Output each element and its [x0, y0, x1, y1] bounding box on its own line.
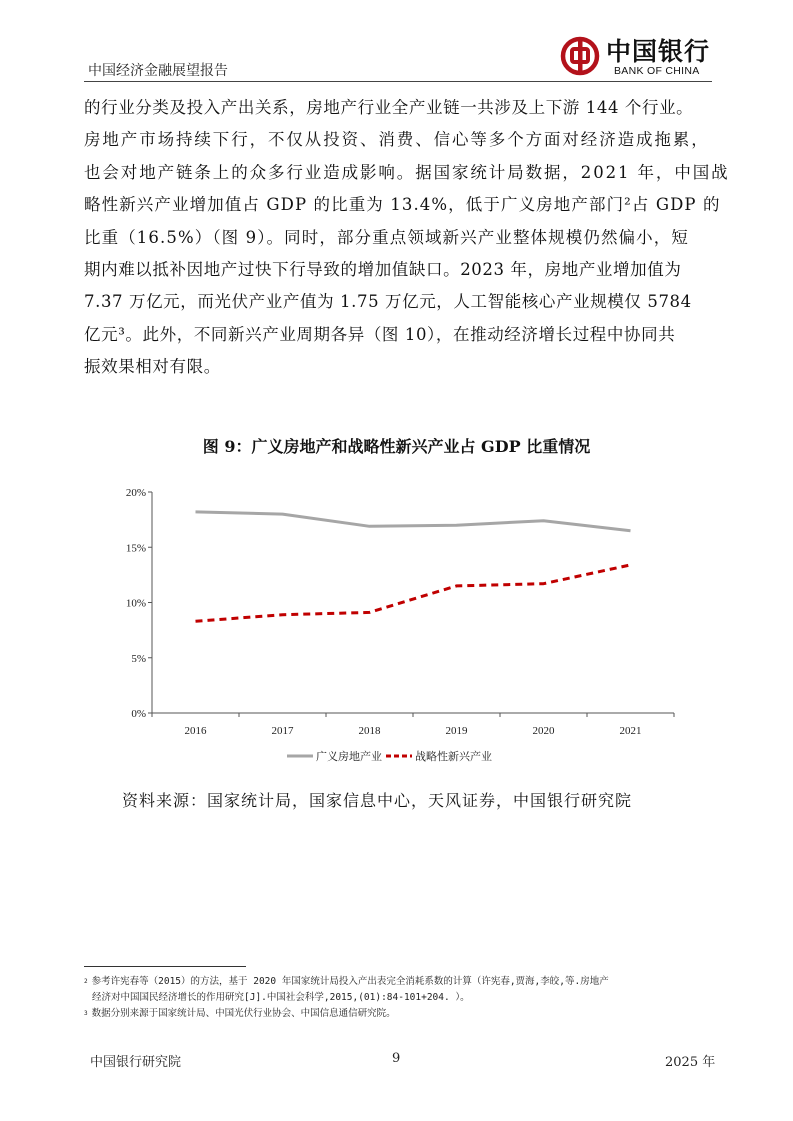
footnote-mark: 3 [84, 1010, 88, 1017]
body-line: 7.37 万亿元，而光伏产业产值为 1.75 万亿元，人工智能核心产业规模仅 5784 [84, 292, 692, 312]
y-tick-label: 0% [131, 708, 146, 720]
footnote-rule [84, 966, 246, 967]
legend-label: 战略性新兴产业 [415, 750, 492, 763]
header-rule [84, 81, 712, 82]
y-tick-label: 20% [125, 487, 146, 499]
bank-of-china-emblem-icon [560, 36, 600, 76]
series-line-0 [196, 512, 631, 531]
y-tick-label: 5% [131, 652, 146, 665]
body-line: 比重（16.5%）（图 9）。同时，部分重点领域新兴产业整体规模仍然偏小，短 [84, 227, 689, 247]
series-line-1 [196, 565, 631, 621]
footnote-text: 数据分别来源于国家统计局、中国光伏行业协会、中国信息通信研究院。 [91, 1008, 396, 1019]
x-tick-label: 2016 [184, 725, 207, 737]
body-paragraph [84, 92, 730, 384]
report-title: 中国经济金融展望报告 [88, 63, 228, 79]
footnote-text: 经济对中国国民经济增长的作用研究[J].中国社会科学,2015,(01):84-101+204. ）。 [92, 992, 470, 1003]
legend-label: 广义房地产业 [316, 750, 382, 763]
x-tick-label: 2021 [619, 725, 642, 737]
y-tick-label: 15% [125, 542, 146, 555]
x-tick-label: 2020 [532, 725, 555, 737]
body-line: 振效果相对有限。 [84, 357, 221, 377]
body-line: 的行业分类及投入产出关系，房地产行业全产业链一共涉及上下游 144 个行业。 [84, 98, 694, 117]
footnote-2-continued [92, 990, 470, 1006]
page-number: 9 [392, 1051, 401, 1066]
bank-logo [560, 32, 715, 80]
line-chart [100, 478, 700, 778]
figure-title: 图 9：广义房地产和战略性新兴产业占 GDP 比重情况 [202, 437, 591, 456]
body-line: 期内难以抵补因地产过快下行导致的增加值缺口。2023 年，房地产业增加值为 [84, 259, 682, 279]
x-tick-label: 2018 [358, 725, 381, 737]
footnote-mark: 2 [84, 978, 88, 985]
y-tick-label: 10% [125, 597, 146, 610]
body-line: 亿元³。此外，不同新兴产业周期各异（图 10），在推动经济增长过程中协同共 [84, 324, 676, 344]
logo-english-text: BANK OF CHINA [614, 65, 700, 77]
footnote-text: 参考许宪春等（2015）的方法，基于 2020 年国家统计局投入产出表完全消耗系数的计算（许宪春,贾海,李皎,等.房地产 [91, 976, 609, 987]
logo-chinese-text: 中国银行 [606, 37, 711, 66]
body-line: 房地产市场持续下行，不仅从投资、消费、信心等多个方面对经济造成拖累， [84, 130, 710, 150]
footer-organization: 中国银行研究院 [90, 1055, 182, 1070]
x-tick-label: 2017 [271, 725, 294, 737]
body-line: 也会对地产链条上的众多行业造成影响。据国家统计局数据，2021 年，中国战 [84, 162, 730, 182]
footnote-3 [84, 1006, 396, 1022]
footnote-2 [84, 974, 609, 990]
x-tick-label: 2019 [445, 725, 468, 737]
footer-year: 2025 年 [665, 1055, 716, 1070]
body-line: 略性新兴产业增加值占 GDP 的比重为 13.4%，低于广义房地产部门²占 GDP 的 [84, 195, 721, 215]
source-note: 资料来源：国家统计局，国家信息中心，天风证券，中国银行研究院 [122, 791, 633, 810]
